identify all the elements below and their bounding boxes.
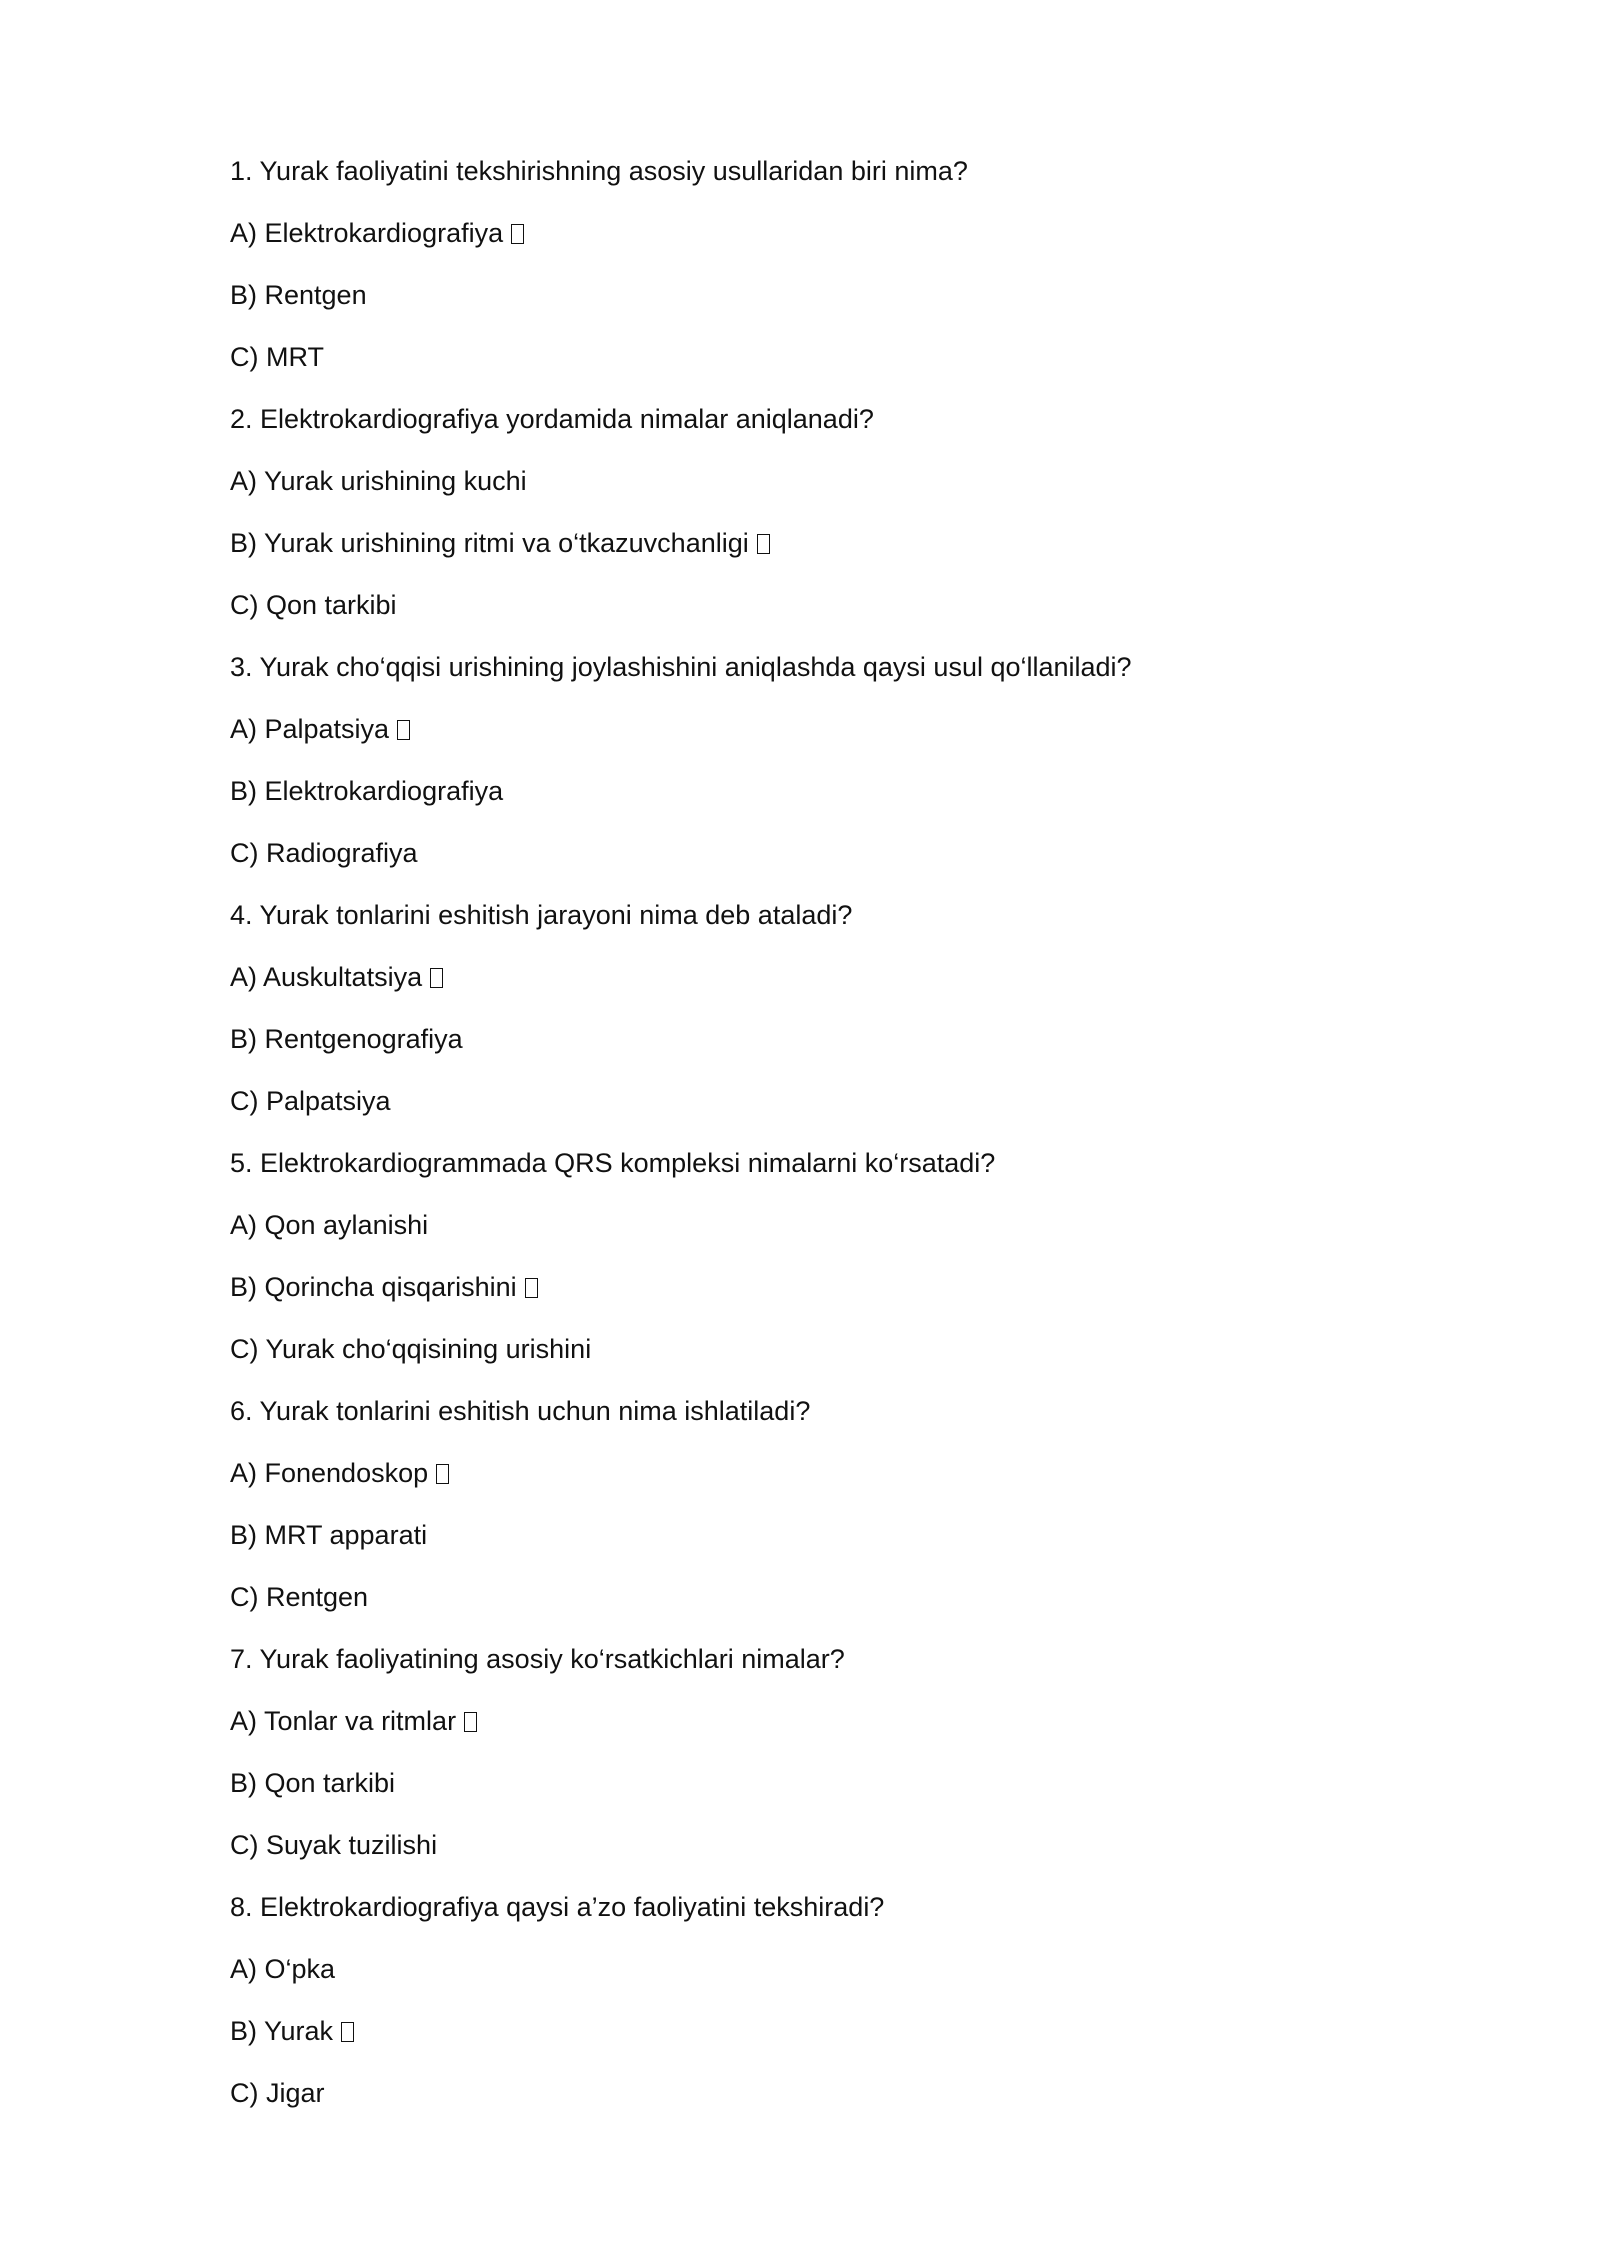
- answer-option: [230, 1450, 1430, 1512]
- question-text: 8. Elektrokardiografiya qaysi a’zo faoliyatini tekshiradi?: [230, 1892, 885, 1922]
- option-text: A) Qon aylanishi: [230, 1210, 429, 1240]
- answer-option: [230, 1512, 1430, 1574]
- answer-option: [230, 1698, 1430, 1760]
- answer-option: [230, 768, 1430, 830]
- correct-answer-mark-icon: [464, 1712, 477, 1732]
- option-text: A) O‘pka: [230, 1954, 336, 1984]
- answer-option: [230, 1760, 1430, 1822]
- answer-option: [230, 1822, 1430, 1884]
- correct-answer-mark-icon: [397, 720, 410, 740]
- option-text: C) Radiografiya: [230, 838, 418, 868]
- answer-option: [230, 706, 1430, 768]
- option-text: B) Yurak: [230, 2016, 334, 2046]
- question-text: 5. Elektrokardiogrammada QRS kompleksi nimalarni ko‘rsatadi?: [230, 1148, 996, 1178]
- option-text: A) Fonendoskop: [230, 1458, 429, 1488]
- correct-answer-mark-icon: [525, 1278, 538, 1298]
- answer-option: [230, 1264, 1430, 1326]
- answer-option: [230, 1016, 1430, 1078]
- option-text: C) Rentgen: [230, 1582, 369, 1612]
- option-text: C) Palpatsiya: [230, 1086, 391, 1116]
- option-text: B) Elektrokardiografiya: [230, 776, 504, 806]
- answer-option: [230, 210, 1430, 272]
- answer-option: [230, 954, 1430, 1016]
- option-text: A) Elektrokardiografiya: [230, 218, 504, 248]
- option-text: B) Rentgen: [230, 280, 367, 310]
- question-text: 3. Yurak cho‘qqisi urishining joylashishini aniqlashda qaysi usul qo‘llaniladi?: [230, 652, 1132, 682]
- option-text: B) Yurak urishining ritmi va o‘tkazuvchanligi: [230, 528, 749, 558]
- question-text: 7. Yurak faoliyatining asosiy ko‘rsatkichlari nimalar?: [230, 1644, 845, 1674]
- quiz-content: [230, 148, 1430, 2132]
- option-text: B) MRT apparati: [230, 1520, 428, 1550]
- answer-option: [230, 458, 1430, 520]
- question-text: 4. Yurak tonlarini eshitish jarayoni nima deb ataladi?: [230, 900, 853, 930]
- option-text: C) Jigar: [230, 2078, 325, 2108]
- answer-option: [230, 1946, 1430, 2008]
- answer-option: [230, 830, 1430, 892]
- option-text: C) MRT: [230, 342, 324, 372]
- answer-option: [230, 582, 1430, 644]
- answer-option: [230, 1078, 1430, 1140]
- answer-option: [230, 1326, 1430, 1388]
- option-text: A) Auskultatsiya: [230, 962, 423, 992]
- option-text: B) Rentgenografiya: [230, 1024, 463, 1054]
- option-text: B) Qorincha qisqarishini: [230, 1272, 517, 1302]
- question-text: 6. Yurak tonlarini eshitish uchun nima ishlatiladi?: [230, 1396, 811, 1426]
- answer-option: [230, 1574, 1430, 1636]
- option-text: C) Yurak cho‘qqisining urishini: [230, 1334, 592, 1364]
- correct-answer-mark-icon: [430, 968, 443, 988]
- correct-answer-mark-icon: [511, 224, 524, 244]
- answer-option: [230, 272, 1430, 334]
- option-text: C) Suyak tuzilishi: [230, 1830, 438, 1860]
- correct-answer-mark-icon: [757, 534, 770, 554]
- answer-option: [230, 334, 1430, 396]
- answer-option: [230, 1202, 1430, 1264]
- question-text: 1. Yurak faoliyatini tekshirishning asosiy usullaridan biri nima?: [230, 156, 968, 186]
- option-text: A) Yurak urishining kuchi: [230, 466, 527, 496]
- answer-option: [230, 2008, 1430, 2070]
- correct-answer-mark-icon: [436, 1464, 449, 1484]
- option-text: B) Qon tarkibi: [230, 1768, 396, 1798]
- option-text: A) Palpatsiya: [230, 714, 390, 744]
- question-text: 2. Elektrokardiografiya yordamida nimalar aniqlanadi?: [230, 404, 874, 434]
- option-text: C) Qon tarkibi: [230, 590, 397, 620]
- answer-option: [230, 2070, 1430, 2132]
- answer-option: [230, 520, 1430, 582]
- option-text: A) Tonlar va ritmlar: [230, 1706, 457, 1736]
- correct-answer-mark-icon: [341, 2022, 354, 2042]
